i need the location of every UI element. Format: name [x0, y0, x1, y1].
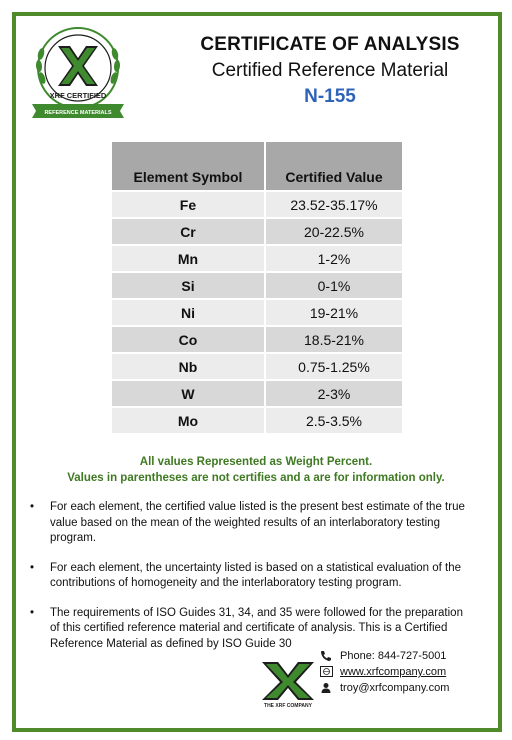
certified-value: 18.5-21%: [265, 326, 402, 353]
table-row: [112, 299, 402, 326]
website-row: [320, 664, 449, 680]
certified-value: 2-3%: [265, 380, 402, 407]
page-subtitle: Certified Reference Material: [211, 60, 449, 81]
element-symbol: Cr: [112, 218, 265, 245]
table-row: [112, 191, 402, 218]
element-symbol: Fe: [112, 191, 265, 218]
element-symbol: Ni: [112, 299, 265, 326]
element-symbol: Co: [112, 326, 265, 353]
phone-row: [320, 648, 449, 664]
table-row: [112, 380, 402, 407]
logo-badge-text: XRF CERTIFIED: [49, 91, 107, 100]
column-header-value: Certified Value: [265, 142, 402, 191]
certified-value: 23.52-35.17%: [265, 191, 402, 218]
page-title: CERTIFICATE OF ANALYSIS: [200, 34, 460, 55]
contact-block: [320, 648, 449, 696]
note-line-2: Values in parentheses are not certifies and a are for information only.: [67, 472, 445, 484]
certificate-statements: [28, 500, 468, 666]
element-symbol: Mo: [112, 407, 265, 433]
table-row: [112, 272, 402, 299]
certified-value: 0.75-1.25%: [265, 353, 402, 380]
column-header-element: Element Symbol: [112, 142, 265, 191]
material-code: N-155: [304, 86, 356, 107]
element-symbol: Mn: [112, 245, 265, 272]
phone-text: Phone: 844-727-5001: [340, 650, 447, 662]
email-row: [320, 680, 449, 696]
weight-percent-note: [40, 454, 472, 486]
certified-value: 20-22.5%: [265, 218, 402, 245]
x-mark-icon: [262, 662, 314, 700]
table-header-row: [112, 142, 402, 191]
list-item: • The requirements of ISO Guides 31, 34, and 35 were followed for the preparation of this certified reference material and certificate of analysis. This is a Certified Reference Material as defined by ISO Guide 30: [28, 606, 468, 653]
table-row: [112, 326, 402, 353]
element-symbol: Si: [112, 272, 265, 299]
title-block: [180, 34, 480, 108]
x-mark-icon: [58, 46, 98, 86]
xrf-certified-logo: [22, 22, 134, 120]
certified-value: 1-2%: [265, 245, 402, 272]
logo-ribbon-text: REFERENCE MATERIALS: [44, 110, 112, 116]
element-symbol: Nb: [112, 353, 265, 380]
table-row: [112, 245, 402, 272]
phone-icon: [320, 650, 334, 662]
certified-values-table: [112, 142, 402, 433]
email-text[interactable]: troy@xrfcompany.com: [340, 682, 450, 694]
table-row: [112, 218, 402, 245]
certified-value: 0-1%: [265, 272, 402, 299]
list-item: • For each element, the certified value listed is the present best estimate of the true value based on the mean of the weighted results of an interlaboratory testing program.: [28, 500, 468, 547]
website-link[interactable]: www.xrfcompany.com: [340, 666, 447, 678]
note-line-1: All values Represented as Weight Percent.: [139, 456, 373, 468]
company-name: THE XRF COMPANY: [264, 703, 312, 708]
web-icon: [320, 666, 334, 678]
element-symbol: W: [112, 380, 265, 407]
person-icon: [320, 682, 334, 694]
certified-value: 2.5-3.5%: [265, 407, 402, 433]
xrf-company-logo: [258, 660, 318, 708]
certified-value: 19-21%: [265, 299, 402, 326]
table-row: [112, 407, 402, 433]
list-item: • For each element, the uncertainty listed is based on a statistical evaluation of the contributions of homogeneity and the interlaboratory testing program.: [28, 561, 468, 592]
table-row: [112, 353, 402, 380]
